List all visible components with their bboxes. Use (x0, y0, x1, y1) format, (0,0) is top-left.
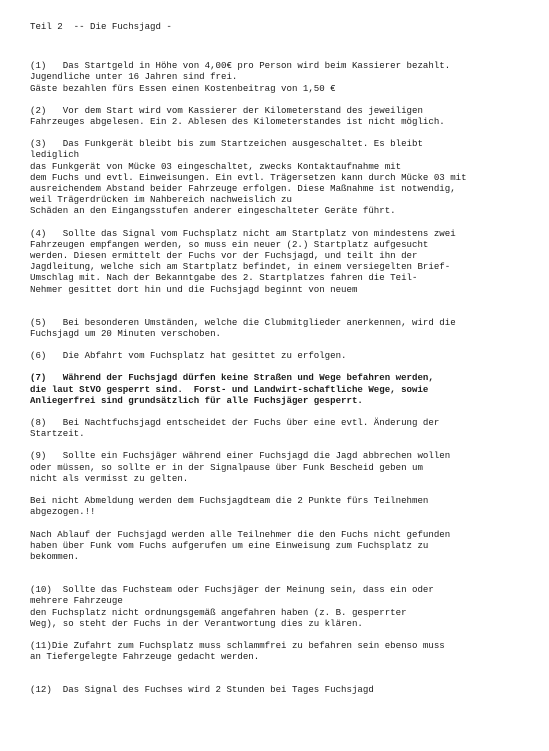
text-line: (6) Die Abfahrt vom Fuchsplatz hat gesittet zu erfolgen. (30, 350, 347, 362)
text-line: (5) Bei besonderen Umständen, welche die Clubmitglieder anerkennen, wird die (30, 316, 456, 328)
text-line: Weg), so steht der Fuchs in der Verantwortung dies zu klären. (30, 617, 363, 629)
text-line: Anliegerfrei sind grundsätzlich für alle Fuchsjäger gesperrt. (30, 394, 363, 406)
text-line: Fahrzeuges abgelesen. Ein 2. Ablesen des Kilometerstandes ist nicht möglich. (30, 116, 445, 128)
text-line: Nehmer gesittet dort hin und die Fuchsjagd beginnt von neuem (30, 283, 358, 295)
text-line: (7) Während der Fuchsjagd dürfen keine Straßen und Wege befahren werden, (30, 372, 434, 384)
text-line: Fuchsjagd um 20 Minuten verschoben. (30, 328, 221, 340)
paragraph-6 (30, 350, 535, 361)
paragraph-3 (30, 138, 535, 216)
text-line: haben über Funk vom Fuchs aufgerufen um eine Einweisung zum Fuchsplatz zu (30, 539, 429, 551)
text-line: nicht als vermisst zu gelten. (30, 472, 189, 484)
text-line: (11)Die Zufahrt zum Fuchsplatz muss schlammfrei zu befahren sein ebenso muss (30, 639, 445, 651)
text-line: Schäden an den Eingangsstufen anderer eingeschalteter Geräte führt. (30, 205, 396, 217)
paragraph-2 (30, 105, 535, 127)
paragraph-4 (30, 228, 535, 295)
text-line: die laut StVO gesperrt sind. Forst- und Landwirt-schaftliche Wege, sowie (30, 383, 429, 395)
text-line: Bei nicht Abmeldung werden dem Fuchsjagdteam die 2 Punkte fürs Teilnehmen (30, 495, 429, 507)
text-line: Umschlag mit. Nach der Bekanntgabe des 2. Startplatzes fahren die Teil- (30, 272, 418, 284)
text-line: ausreichendem Abstand beider Fahrzeuge erfolgen. Diese Maßnahme ist notwendig, (30, 183, 456, 195)
paragraph-5 (30, 317, 535, 339)
text-line: den Fuchsplatz nicht ordnungsgemäß angefahren haben (z. B. gesperrter (30, 606, 407, 618)
text-line: (12) Das Signal des Fuchses wird 2 Stunden bei Tages Fuchsjagd (30, 684, 374, 696)
text-line: mehrere Fahrzeuge (30, 595, 123, 607)
text-line: (2) Vor dem Start wird vom Kassierer der Kilometerstand des jeweiligen (30, 104, 423, 116)
paragraph-7 (30, 372, 535, 406)
text-line: (1) Das Startgeld in Höhe von 4,00€ pro Person wird beim Kassierer bezahlt. (30, 60, 451, 72)
paragraph-9 (30, 450, 535, 484)
text-line: (4) Sollte das Signal vom Fuchsplatz nicht am Startplatz von mindestens zwei (30, 227, 456, 239)
text-line: (8) Bei Nachtfuchsjagd entscheidet der Fuchs über eine evtl. Änderung der (30, 417, 440, 429)
text-line: weil Trägerdrücken im Nahbereich nachweislich zu (30, 194, 292, 206)
text-line: oder müssen, so sollte er in der Signalpause über Funk Bescheid geben um (30, 461, 423, 473)
text-line: Fahrzeugen empfangen werden, so muss ein neuer (2.) Startplatz aufgesucht (30, 238, 429, 250)
paragraph-1 (30, 60, 535, 94)
text-line: an Tiefergelegte Fahrzeuge gedacht werden. (30, 651, 260, 663)
text-line: Gäste bezahlen fürs Essen einen Kostenbeitrag von 1,50 € (30, 82, 336, 94)
text-line: Jagdleitung, welche sich am Startplatz befindet, in einem versiegelten Brief- (30, 261, 451, 273)
text-line: (10) Sollte das Fuchsteam oder Fuchsjäger der Meinung sein, dass ein oder (30, 584, 434, 596)
text-line: Startzeit. (30, 428, 85, 440)
text-line: werden. Diesen ermittelt der Fuchs vor der Fuchsjagd, und teilt ihn der (30, 250, 418, 262)
text-line: dem Fuchs und evtl. Einweisungen. Ein evtl. Trägersetzen kann durch Mücke 03 mit (30, 171, 467, 183)
text-line: lediglich (30, 149, 80, 161)
text-line: abgezogen.!! (30, 506, 96, 518)
text-line: (9) Sollte ein Fuchsjäger während einer Fuchsjagd die Jagd abbrechen wollen (30, 450, 451, 462)
document-page (30, 21, 535, 707)
paragraph-after-hunt (30, 529, 535, 563)
text-line: (3) Das Funkgerät bleibt bis zum Startzeichen ausgeschaltet. Es bleibt (30, 138, 423, 150)
paragraph-12 (30, 684, 535, 695)
text-line: das Funkgerät von Mücke 03 eingeschaltet, zwecks Kontaktaufnahme mit (30, 160, 402, 172)
text-line: Jugendliche unter 16 Jahren sind frei. (30, 71, 238, 83)
paragraph-11 (30, 640, 535, 662)
text-line: bekommen. (30, 550, 80, 562)
text-line: Nach Ablauf der Fuchsjagd werden alle Teilnehmer die den Fuchs nicht gefunden (30, 528, 451, 540)
document-title: Teil 2 -- Die Fuchsjagd - (30, 21, 172, 32)
paragraph-10 (30, 584, 535, 629)
paragraph-deregistration (30, 495, 535, 517)
paragraph-8 (30, 417, 535, 439)
